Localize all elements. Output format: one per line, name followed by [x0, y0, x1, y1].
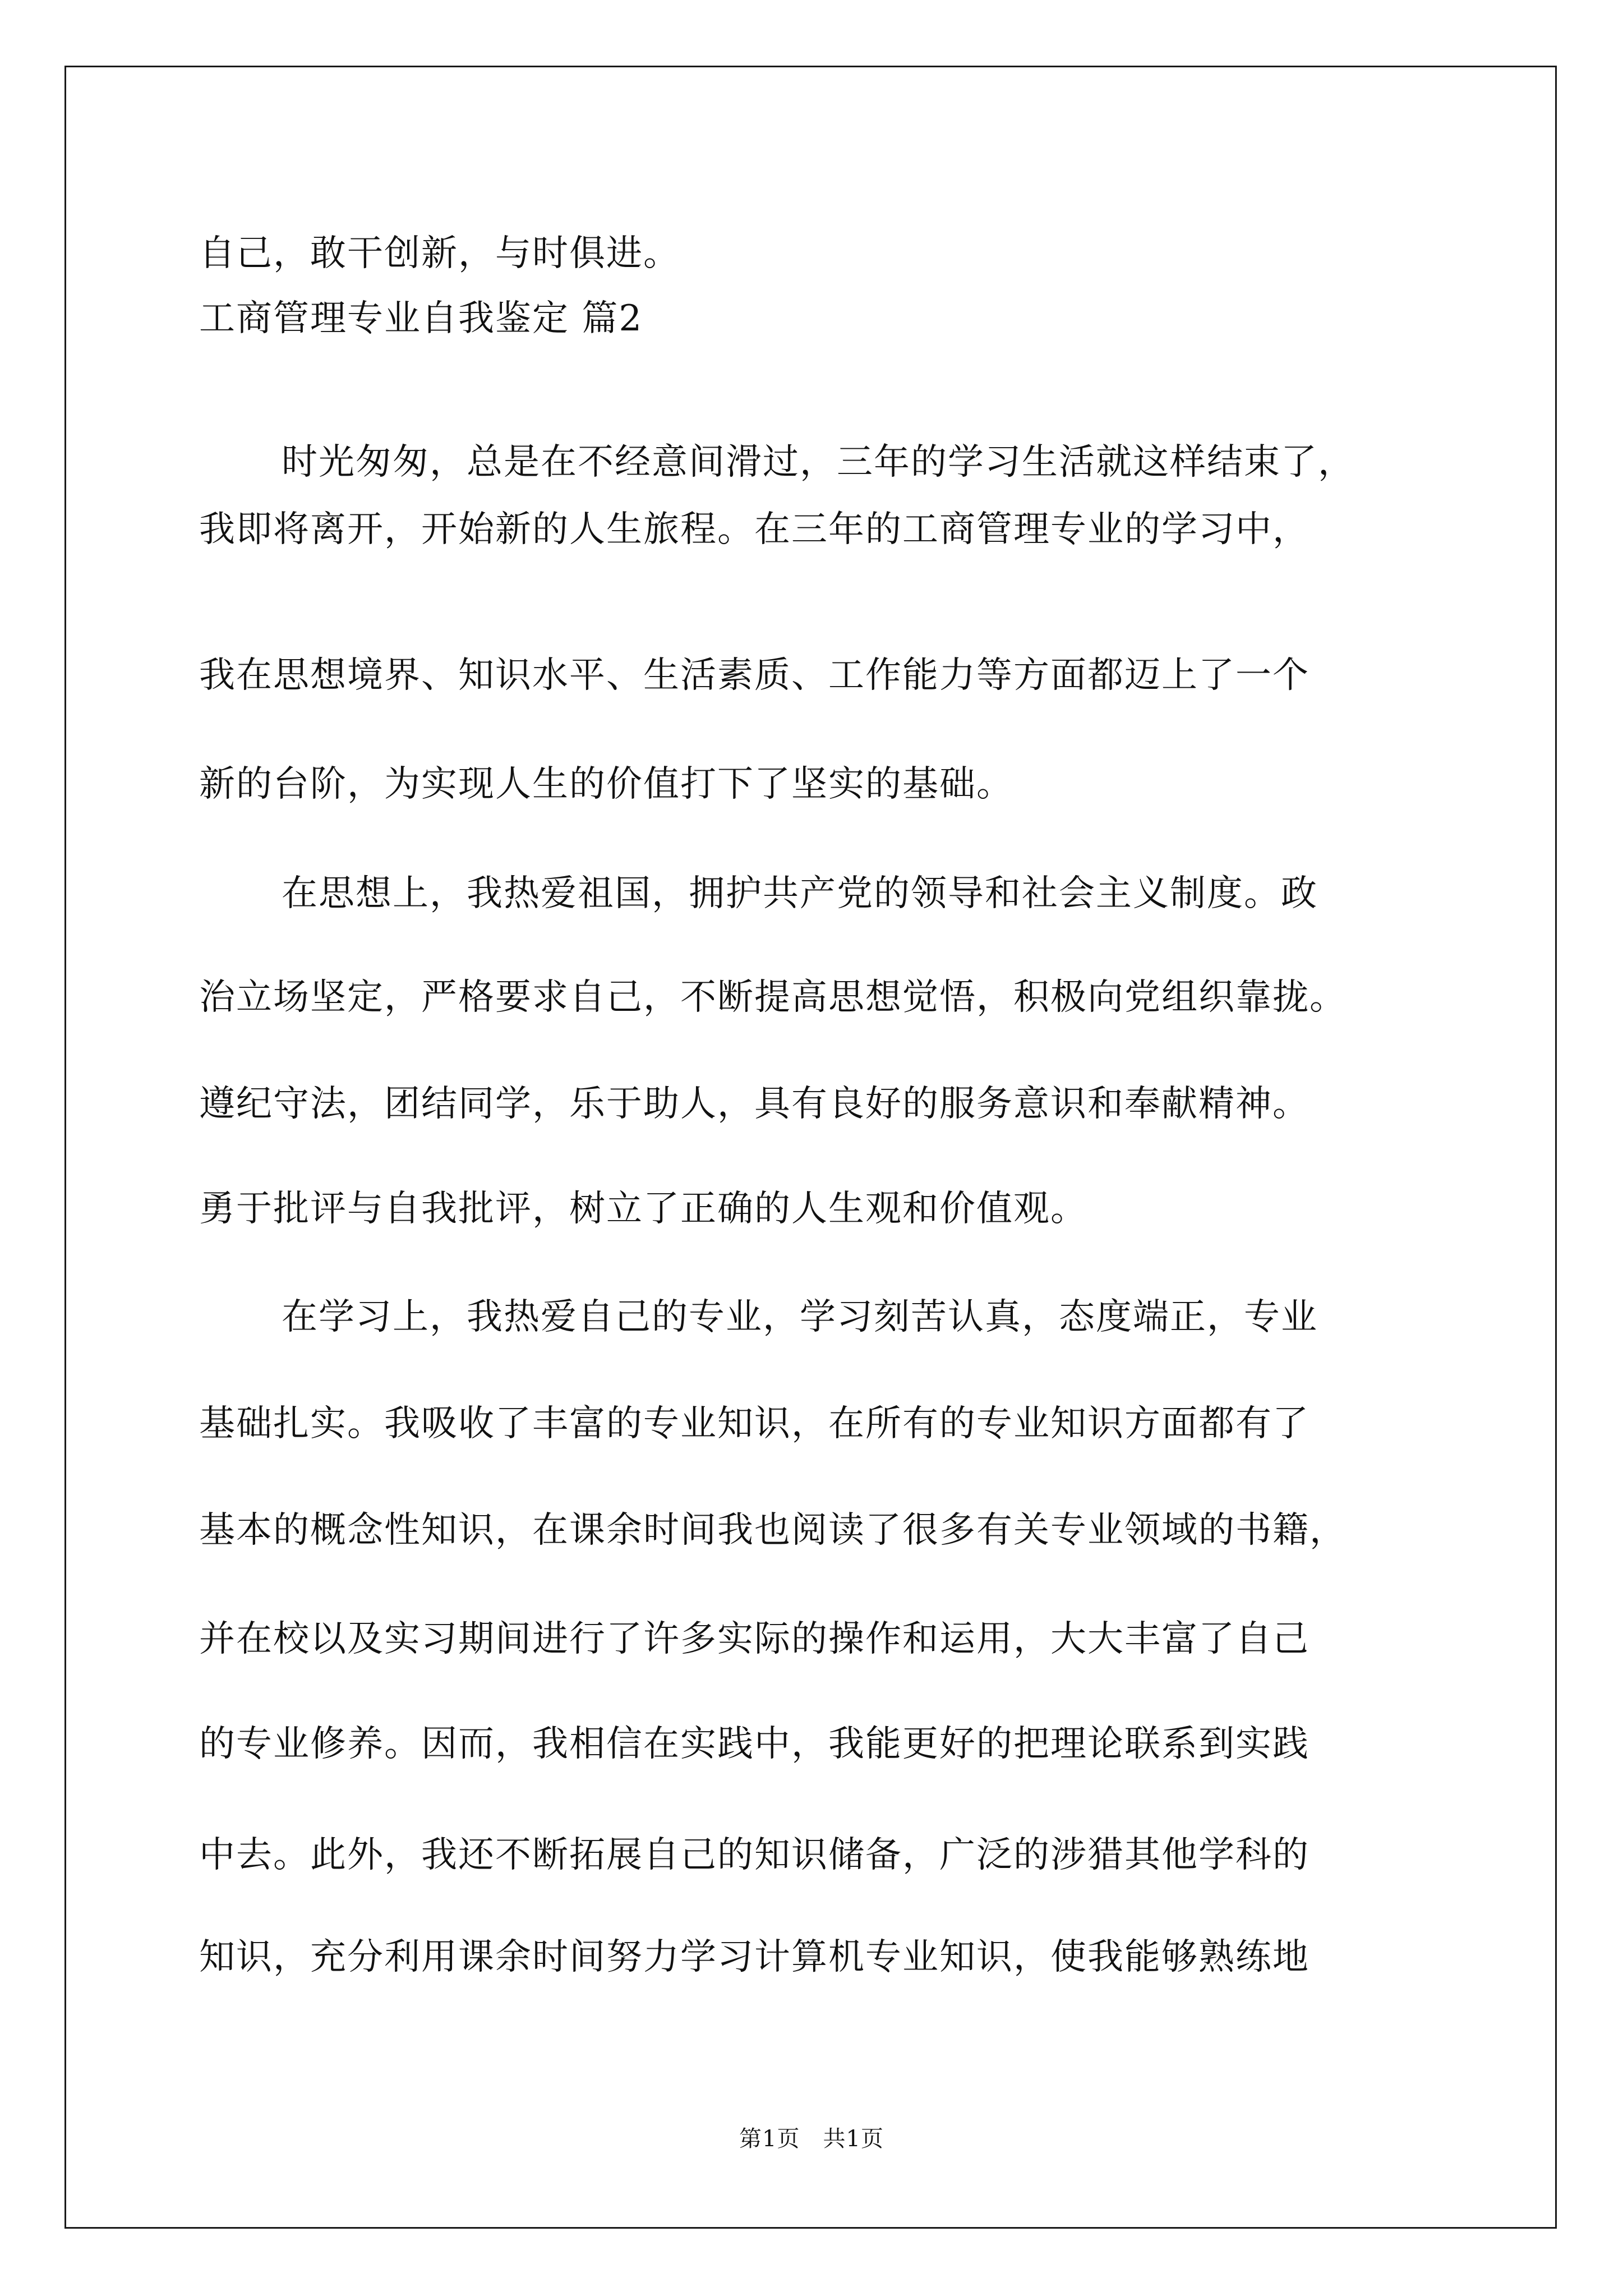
paragraph-line: 在思想上，我热爱祖国，拥护共产党的领导和社会主义制度。政: [282, 873, 1318, 914]
paragraph-line: 的专业修养。因而，我相信在实践中，我能更好的把理论联系到实践: [199, 1723, 1310, 1765]
paragraph-line: 自己，敢干创新，与时俱进。: [199, 233, 680, 274]
paragraph-line: 我在思想境界、知识水平、生活素质、工作能力等方面都迈上了一个: [199, 655, 1310, 696]
paragraph-line: 并在校以及实习期间进行了许多实际的操作和运用，大大丰富了自己: [199, 1618, 1310, 1660]
section-heading: 工商管理专业自我鉴定 篇2: [199, 298, 643, 339]
paragraph-line: 我即将离开，开始新的人生旅程。在三年的工商管理专业的学习中，: [199, 509, 1310, 550]
paragraph-line: 治立场坚定，严格要求自己，不断提高思想觉悟，积极向党组织靠拢。: [199, 977, 1347, 1018]
paragraph-line: 时光匆匆，总是在不经意间滑过，三年的学习生活就这样结束了，: [282, 441, 1355, 483]
paragraph-line: 基本的概念性知识，在课余时间我也阅读了很多有关专业领域的书籍，: [199, 1510, 1347, 1551]
paragraph-line: 在学习上，我热爱自己的专业，学习刻苦认真，态度端正，专业: [282, 1296, 1318, 1338]
page-border: [64, 66, 1557, 2229]
paragraph-line: 知识，充分利用课余时间努力学习计算机专业知识，使我能够熟练地: [199, 1936, 1310, 1978]
paragraph-line: 新的台阶，为实现人生的价值打下了坚实的基础。: [199, 763, 1013, 805]
paragraph-line: 勇于批评与自我批评，树立了正确的人生观和价值观。: [199, 1188, 1087, 1230]
paragraph-line: 基础扎实。我吸收了丰富的专业知识，在所有的专业知识方面都有了: [199, 1403, 1310, 1444]
page-number-footer: 第1页 共1页: [739, 2126, 884, 2152]
paragraph-line: 中去。此外，我还不断拓展自己的知识储备，广泛的涉猎其他学科的: [199, 1834, 1310, 1876]
paragraph-line: 遵纪守法，团结同学，乐于助人，具有良好的服务意识和奉献精神。: [199, 1083, 1310, 1125]
